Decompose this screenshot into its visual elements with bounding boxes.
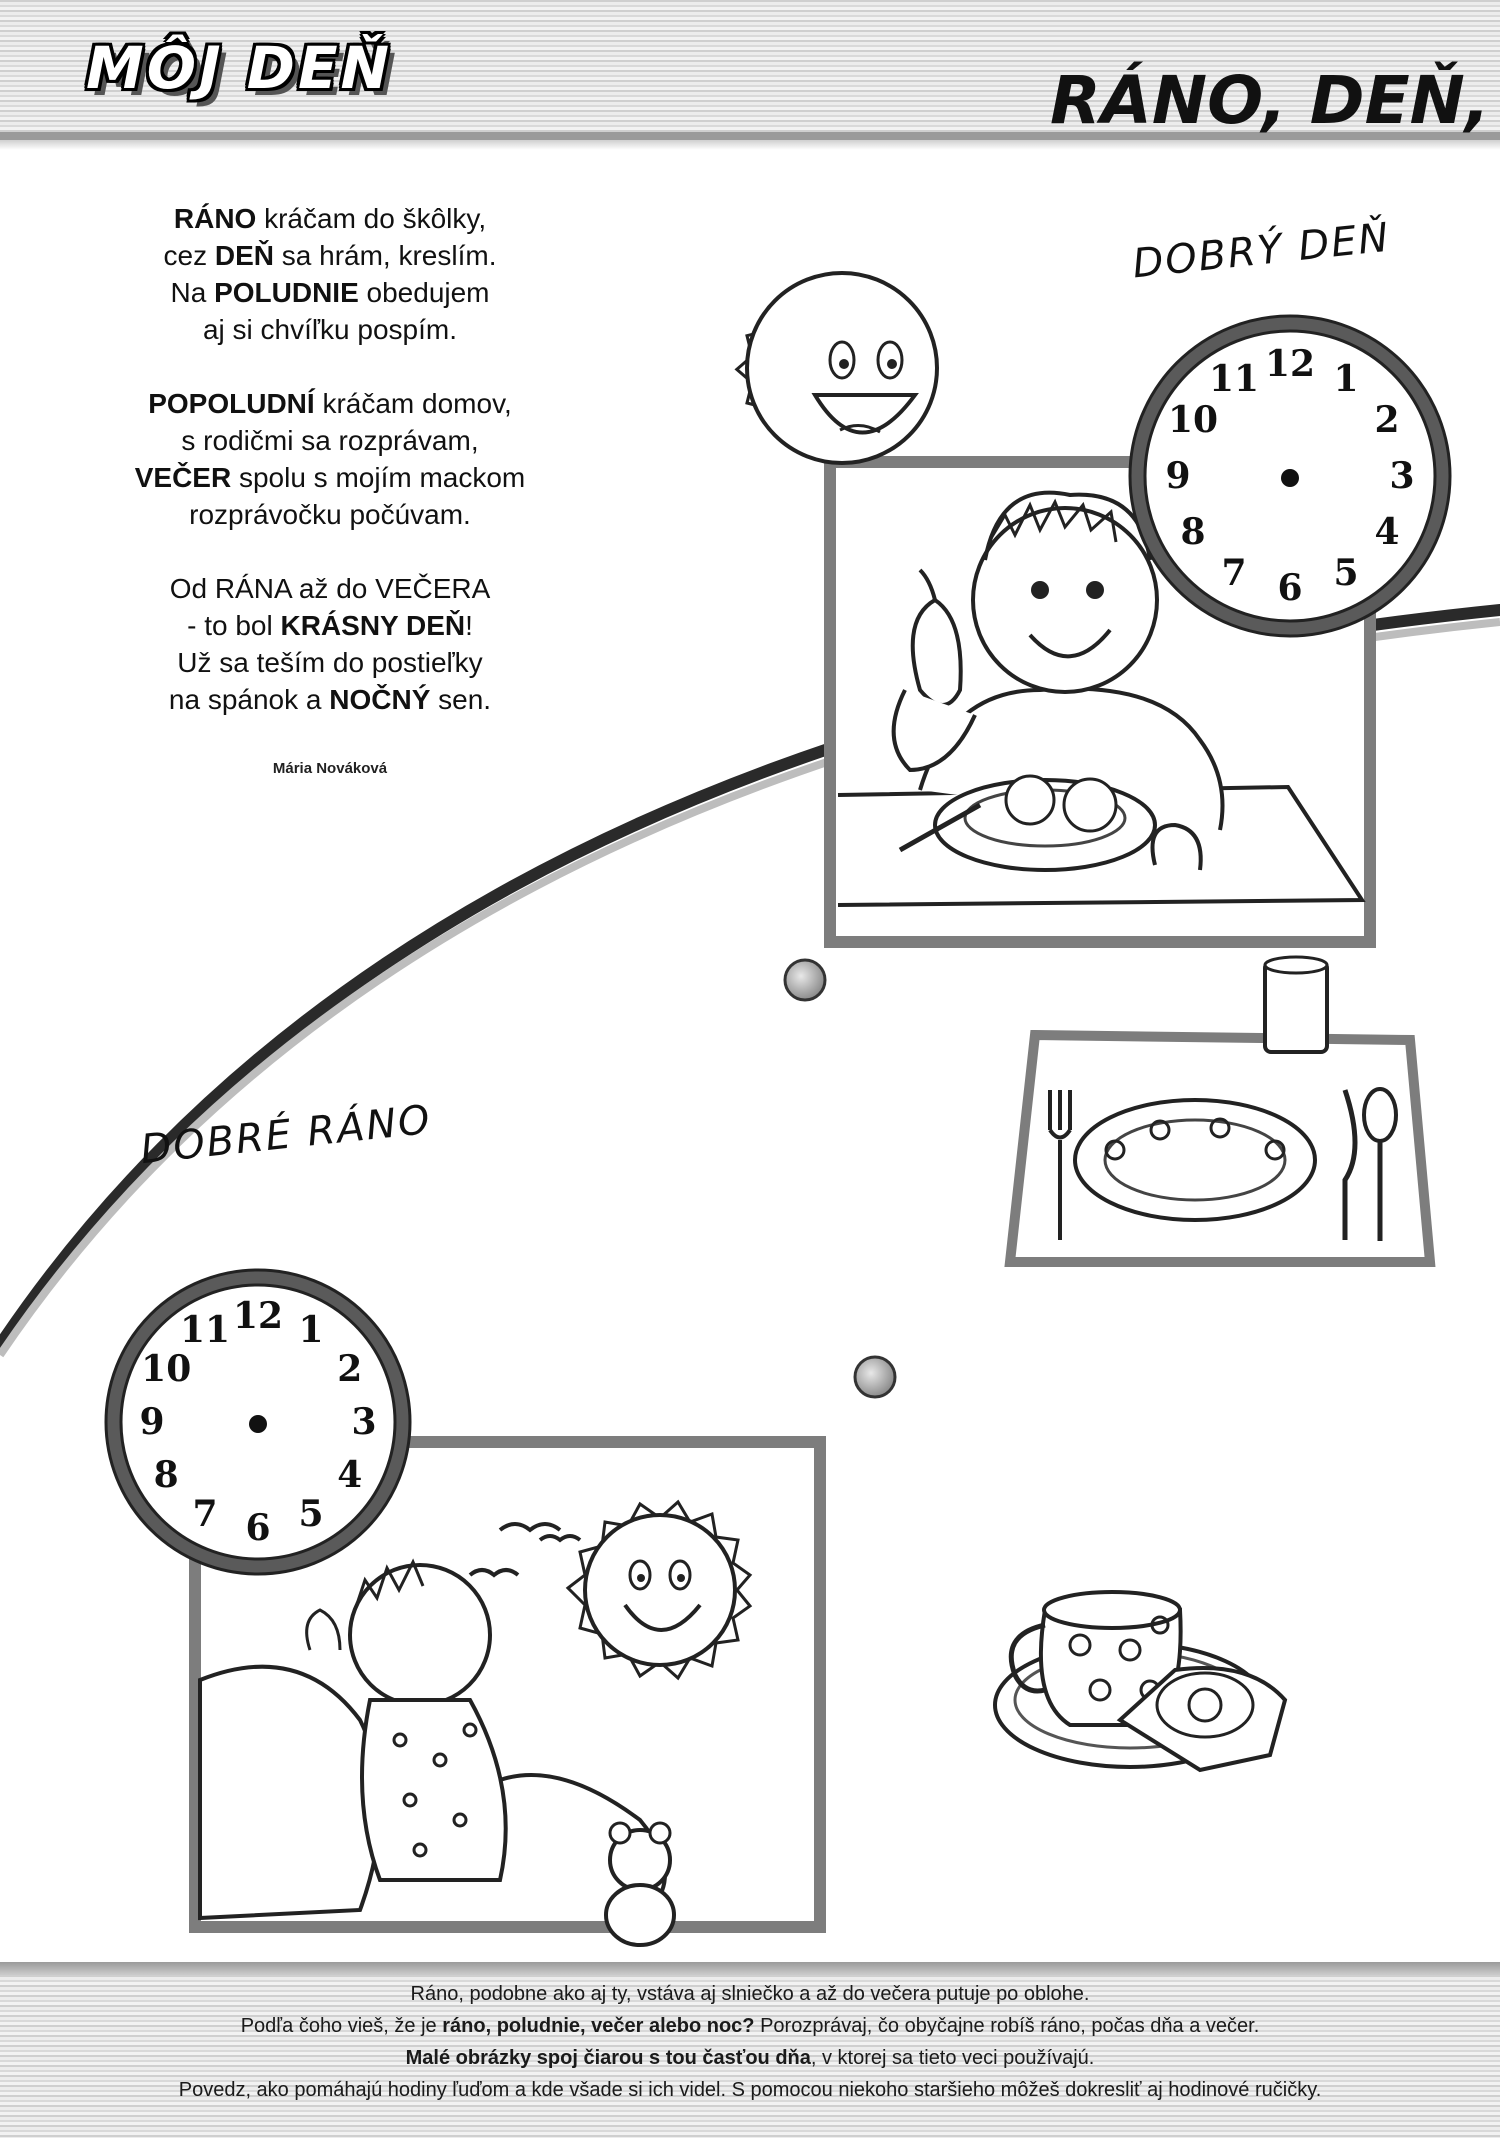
poem-line-text: kráčam do škôlky, xyxy=(256,203,487,234)
clock-numeral: 6 xyxy=(1277,567,1303,609)
poem-line xyxy=(100,644,560,681)
clock-numeral: 1 xyxy=(298,1309,324,1352)
poem-line-emphasis: KRÁSNY DEŇ xyxy=(280,610,466,641)
footer-line-text: Podľa čoho vieš, že je xyxy=(240,2015,443,2037)
noon-sun-drawing xyxy=(737,273,937,463)
poem-line-text: cez xyxy=(163,240,215,271)
poem-line xyxy=(100,681,560,718)
poem-line-text: obedujem xyxy=(358,277,490,308)
worksheet-series-title: MÔJ DEŇ xyxy=(86,34,393,102)
clock-numeral: 4 xyxy=(1374,511,1400,553)
footer-line-text: Ráno, podobne ako aj ty, vstáva aj slniečko a až do večera putuje po oblohe. xyxy=(410,1983,1090,2005)
poem-stanza xyxy=(100,200,560,348)
clock-numeral: 3 xyxy=(1389,455,1415,497)
poem-line xyxy=(100,274,560,311)
poem-line xyxy=(100,422,560,459)
poem-author: Mária Nováková xyxy=(272,760,388,777)
poem-line-text: Na xyxy=(170,277,215,308)
footer-divider xyxy=(0,1962,1500,1976)
worksheet-title: RÁNO, DEŇ, xyxy=(1049,62,1490,139)
footer-line xyxy=(0,2042,1500,2074)
poem-line xyxy=(100,237,560,274)
clock-numeral: 2 xyxy=(337,1348,363,1390)
connector-dot-lower[interactable] xyxy=(855,1357,895,1397)
poem-stanza xyxy=(100,570,560,718)
poem-line-text: sen. xyxy=(430,684,492,715)
footer-instructions xyxy=(0,1978,1500,2106)
poem-line xyxy=(100,200,560,237)
footer-line xyxy=(0,1978,1500,2010)
morning-clock[interactable] xyxy=(106,1270,410,1574)
clock-numeral: 5 xyxy=(1333,552,1359,594)
clock-numeral: 7 xyxy=(192,1492,218,1535)
poem-line-emphasis: RÁNO xyxy=(173,203,257,234)
clock-numeral: 10 xyxy=(1167,399,1219,441)
clock-numeral: 8 xyxy=(153,1454,179,1496)
clock-numeral: 1 xyxy=(1333,358,1359,400)
clock-numeral: 6 xyxy=(245,1507,271,1549)
poem-stanza xyxy=(100,385,560,533)
poem-line-text: rozprávočku počúvam. xyxy=(189,499,471,530)
footer-line-text: Povedz, ako pomáhajú hodiny ľuďom a kde všade si ich videl. S pomocou niekoho staršieho môžeš dokresliť aj hodinové ručičky. xyxy=(178,2079,1322,2101)
clock-numeral: 9 xyxy=(139,1401,165,1443)
poem-line-text: na spánok a xyxy=(168,684,330,715)
clock-numeral: 8 xyxy=(1180,511,1206,553)
footer-line-emphasis: ráno, poludnie, večer alebo noc? xyxy=(442,2015,755,2037)
footer-line xyxy=(0,2074,1500,2106)
footer-line-text: , v ktorej sa tieto veci používajú. xyxy=(810,2047,1095,2069)
dobre-rano-label: DOBRÉ RÁNO xyxy=(138,1096,434,1174)
poem xyxy=(100,200,560,755)
clock-numeral: 5 xyxy=(298,1492,324,1535)
poem-line-emphasis: NOČNÝ xyxy=(329,684,431,715)
footer-line xyxy=(0,2010,1500,2042)
noon-clock[interactable] xyxy=(1130,316,1450,636)
poem-line-text: ! xyxy=(465,610,473,641)
poem-line xyxy=(100,311,560,348)
clock-numeral: 12 xyxy=(1264,343,1316,385)
poem-line-text: Už sa teším do postieľky xyxy=(177,647,483,678)
clock-numeral: 12 xyxy=(232,1295,284,1337)
footer-line-text: Porozprávaj, čo obyčajne robíš ráno, počas dňa a večer. xyxy=(754,2015,1260,2037)
poem-line xyxy=(100,385,560,422)
clock-numeral: 7 xyxy=(1221,552,1247,594)
poem-line-emphasis: POPOLUDNÍ xyxy=(148,388,315,419)
clock-numeral: 11 xyxy=(1208,358,1260,400)
breakfast-picture[interactable] xyxy=(995,1592,1285,1770)
clock-numeral: 11 xyxy=(179,1309,231,1352)
poem-line-text: sa hrám, kreslím. xyxy=(274,240,497,271)
poem-line xyxy=(100,570,560,607)
poem-line-emphasis: POLUDNIE xyxy=(214,277,359,308)
footer-line-emphasis: Malé obrázky spoj čiarou s tou časťou dňa xyxy=(405,2047,811,2069)
clock-numeral: 4 xyxy=(337,1454,363,1496)
clock-numeral: 10 xyxy=(141,1348,192,1390)
poem-line-text: - to bol xyxy=(187,610,281,641)
clock-numeral: 2 xyxy=(1374,399,1400,441)
poem-line-emphasis: DEŇ xyxy=(214,240,274,271)
poem-line-text: kráčam domov, xyxy=(314,388,512,419)
poem-line xyxy=(100,459,560,496)
poem-line xyxy=(100,607,560,644)
poem-line xyxy=(100,496,560,533)
poem-line-text: s rodičmi sa rozprávam, xyxy=(181,425,479,456)
poem-line-text: spolu s mojím mackom xyxy=(231,462,526,493)
poem-line-emphasis: VEČER xyxy=(134,462,232,493)
lunch-place-setting-picture[interactable] xyxy=(1010,957,1430,1262)
dobry-den-label: DOBRÝ DEŇ xyxy=(1130,214,1393,288)
clock-numeral: 9 xyxy=(1165,455,1191,497)
poem-line-text: Od RÁNA až do VEČERA xyxy=(169,573,491,604)
connector-dot-upper[interactable] xyxy=(785,960,825,1000)
clock-numeral: 3 xyxy=(351,1401,377,1443)
poem-line-text: aj si chvíľku pospím. xyxy=(202,314,458,345)
